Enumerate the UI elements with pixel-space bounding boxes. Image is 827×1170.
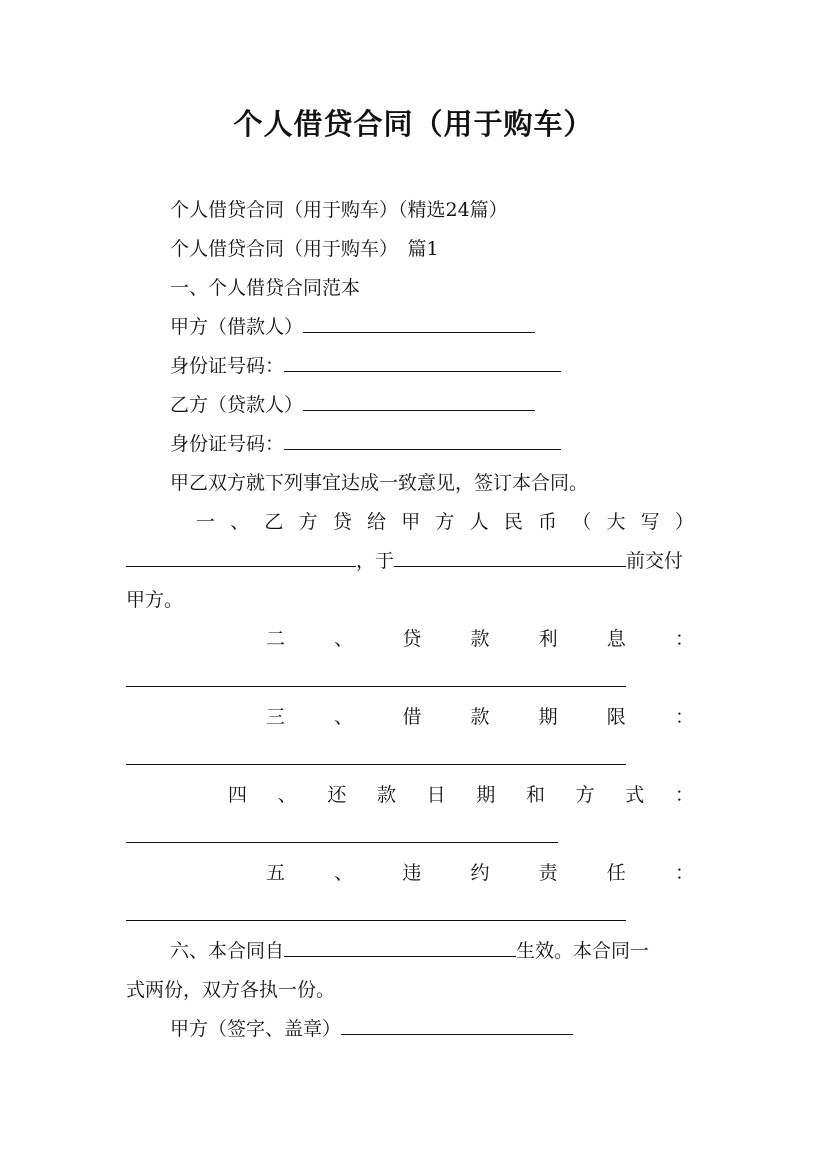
item1-char: 民 bbox=[503, 511, 523, 533]
item5-char: 、 bbox=[334, 862, 354, 884]
item2-heading bbox=[266, 627, 694, 651]
item4-char: 式 bbox=[625, 784, 645, 806]
item1-char: 给 bbox=[367, 511, 387, 533]
item4-char: 和 bbox=[525, 784, 545, 806]
id-b-blank bbox=[284, 432, 561, 450]
sign-a-label: 甲方（签字、盖章） bbox=[170, 1018, 342, 1040]
item1-char: 一 bbox=[196, 511, 216, 533]
item1-char: 、 bbox=[230, 511, 250, 533]
item4-char: 四 bbox=[228, 784, 248, 806]
item6-tail: 式两份，双方各执一份。 bbox=[126, 979, 336, 1001]
item5-char: 任 bbox=[606, 862, 626, 884]
id-a-label: 身份证号码： bbox=[170, 355, 285, 377]
item4-char: 方 bbox=[575, 784, 595, 806]
item6-end: 生效。本合同一 bbox=[516, 940, 650, 962]
item3-char: 三 bbox=[266, 706, 286, 728]
sign-a-blank bbox=[341, 1017, 573, 1035]
item1-char: 人 bbox=[469, 511, 489, 533]
item2-char: 利 bbox=[538, 628, 558, 650]
item3-char: 借 bbox=[402, 706, 422, 728]
item5-char: 五 bbox=[266, 862, 286, 884]
item3-char: 限 bbox=[606, 706, 626, 728]
item2-char: 二 bbox=[266, 628, 286, 650]
item2-char: 款 bbox=[470, 628, 490, 650]
item1-char: 甲 bbox=[401, 511, 421, 533]
item1-mid: ，于 bbox=[356, 550, 395, 572]
item4-char: 日 bbox=[426, 784, 446, 806]
item1-char: 币 bbox=[538, 511, 558, 533]
document-title: 个人借贷合同（用于购车） bbox=[233, 107, 594, 141]
item1-char: 写 bbox=[640, 511, 660, 533]
item1-char: 大 bbox=[606, 511, 626, 533]
agreement-line: 甲乙双方就下列事宜达成一致意见，签订本合同。 bbox=[170, 472, 589, 494]
item1-char: 方 bbox=[435, 511, 455, 533]
id-a-line bbox=[170, 354, 561, 378]
sign-a-line bbox=[170, 1017, 573, 1041]
item1-char: 贷 bbox=[332, 511, 352, 533]
item4-heading bbox=[228, 783, 694, 807]
intro-line: 个人借贷合同（用于购车）（精选24篇） bbox=[170, 199, 508, 221]
item1-end: 前交付 bbox=[626, 550, 684, 572]
item2-char: 息 bbox=[606, 628, 626, 650]
item6-line bbox=[170, 939, 649, 963]
party-a-blank bbox=[303, 315, 535, 333]
item4-char: 款 bbox=[376, 784, 396, 806]
item4-char: 期 bbox=[476, 784, 496, 806]
item1-tail: 甲方。 bbox=[126, 589, 184, 611]
item5-char: 责 bbox=[538, 862, 558, 884]
item1-char: 方 bbox=[298, 511, 318, 533]
amount-blank bbox=[126, 549, 356, 567]
party-b-label: 乙方（贷款人） bbox=[170, 394, 304, 416]
item2-char: 、 bbox=[334, 628, 354, 650]
date-blank bbox=[394, 549, 626, 567]
section-heading: 一、个人借贷合同范本 bbox=[170, 277, 361, 299]
item4-char: ： bbox=[674, 784, 694, 806]
item6-start: 六、本合同自 bbox=[170, 940, 285, 962]
item3-char: ： bbox=[674, 706, 694, 728]
item3-blank bbox=[126, 763, 626, 765]
effective-date-blank bbox=[284, 939, 516, 957]
party-a-label: 甲方（借款人） bbox=[170, 316, 304, 338]
item5-heading bbox=[266, 861, 694, 885]
item5-blank bbox=[126, 919, 626, 921]
item1-char: 乙 bbox=[264, 511, 284, 533]
id-b-label: 身份证号码： bbox=[170, 433, 285, 455]
item2-char: 贷 bbox=[402, 628, 422, 650]
item3-char: 款 bbox=[470, 706, 490, 728]
item4-blank bbox=[126, 841, 558, 843]
item1-char: （ bbox=[572, 511, 592, 533]
item5-char: ： bbox=[674, 862, 694, 884]
item1-blank-line bbox=[126, 549, 683, 573]
item1-heading bbox=[196, 510, 694, 534]
item5-char: 违 bbox=[402, 862, 422, 884]
party-a-line bbox=[170, 315, 535, 339]
id-b-line bbox=[170, 432, 561, 456]
item3-char: 、 bbox=[334, 706, 354, 728]
party-b-blank bbox=[303, 393, 535, 411]
party-b-line bbox=[170, 393, 535, 417]
item5-char: 约 bbox=[470, 862, 490, 884]
item2-blank bbox=[126, 685, 626, 687]
article-heading: 个人借贷合同（用于购车） 篇1 bbox=[170, 238, 439, 260]
item3-heading bbox=[266, 705, 694, 729]
item1-char: ） bbox=[674, 511, 694, 533]
item4-char: 、 bbox=[277, 784, 297, 806]
item3-char: 期 bbox=[538, 706, 558, 728]
item4-char: 还 bbox=[327, 784, 347, 806]
item2-char: ： bbox=[674, 628, 694, 650]
id-a-blank bbox=[284, 354, 561, 372]
